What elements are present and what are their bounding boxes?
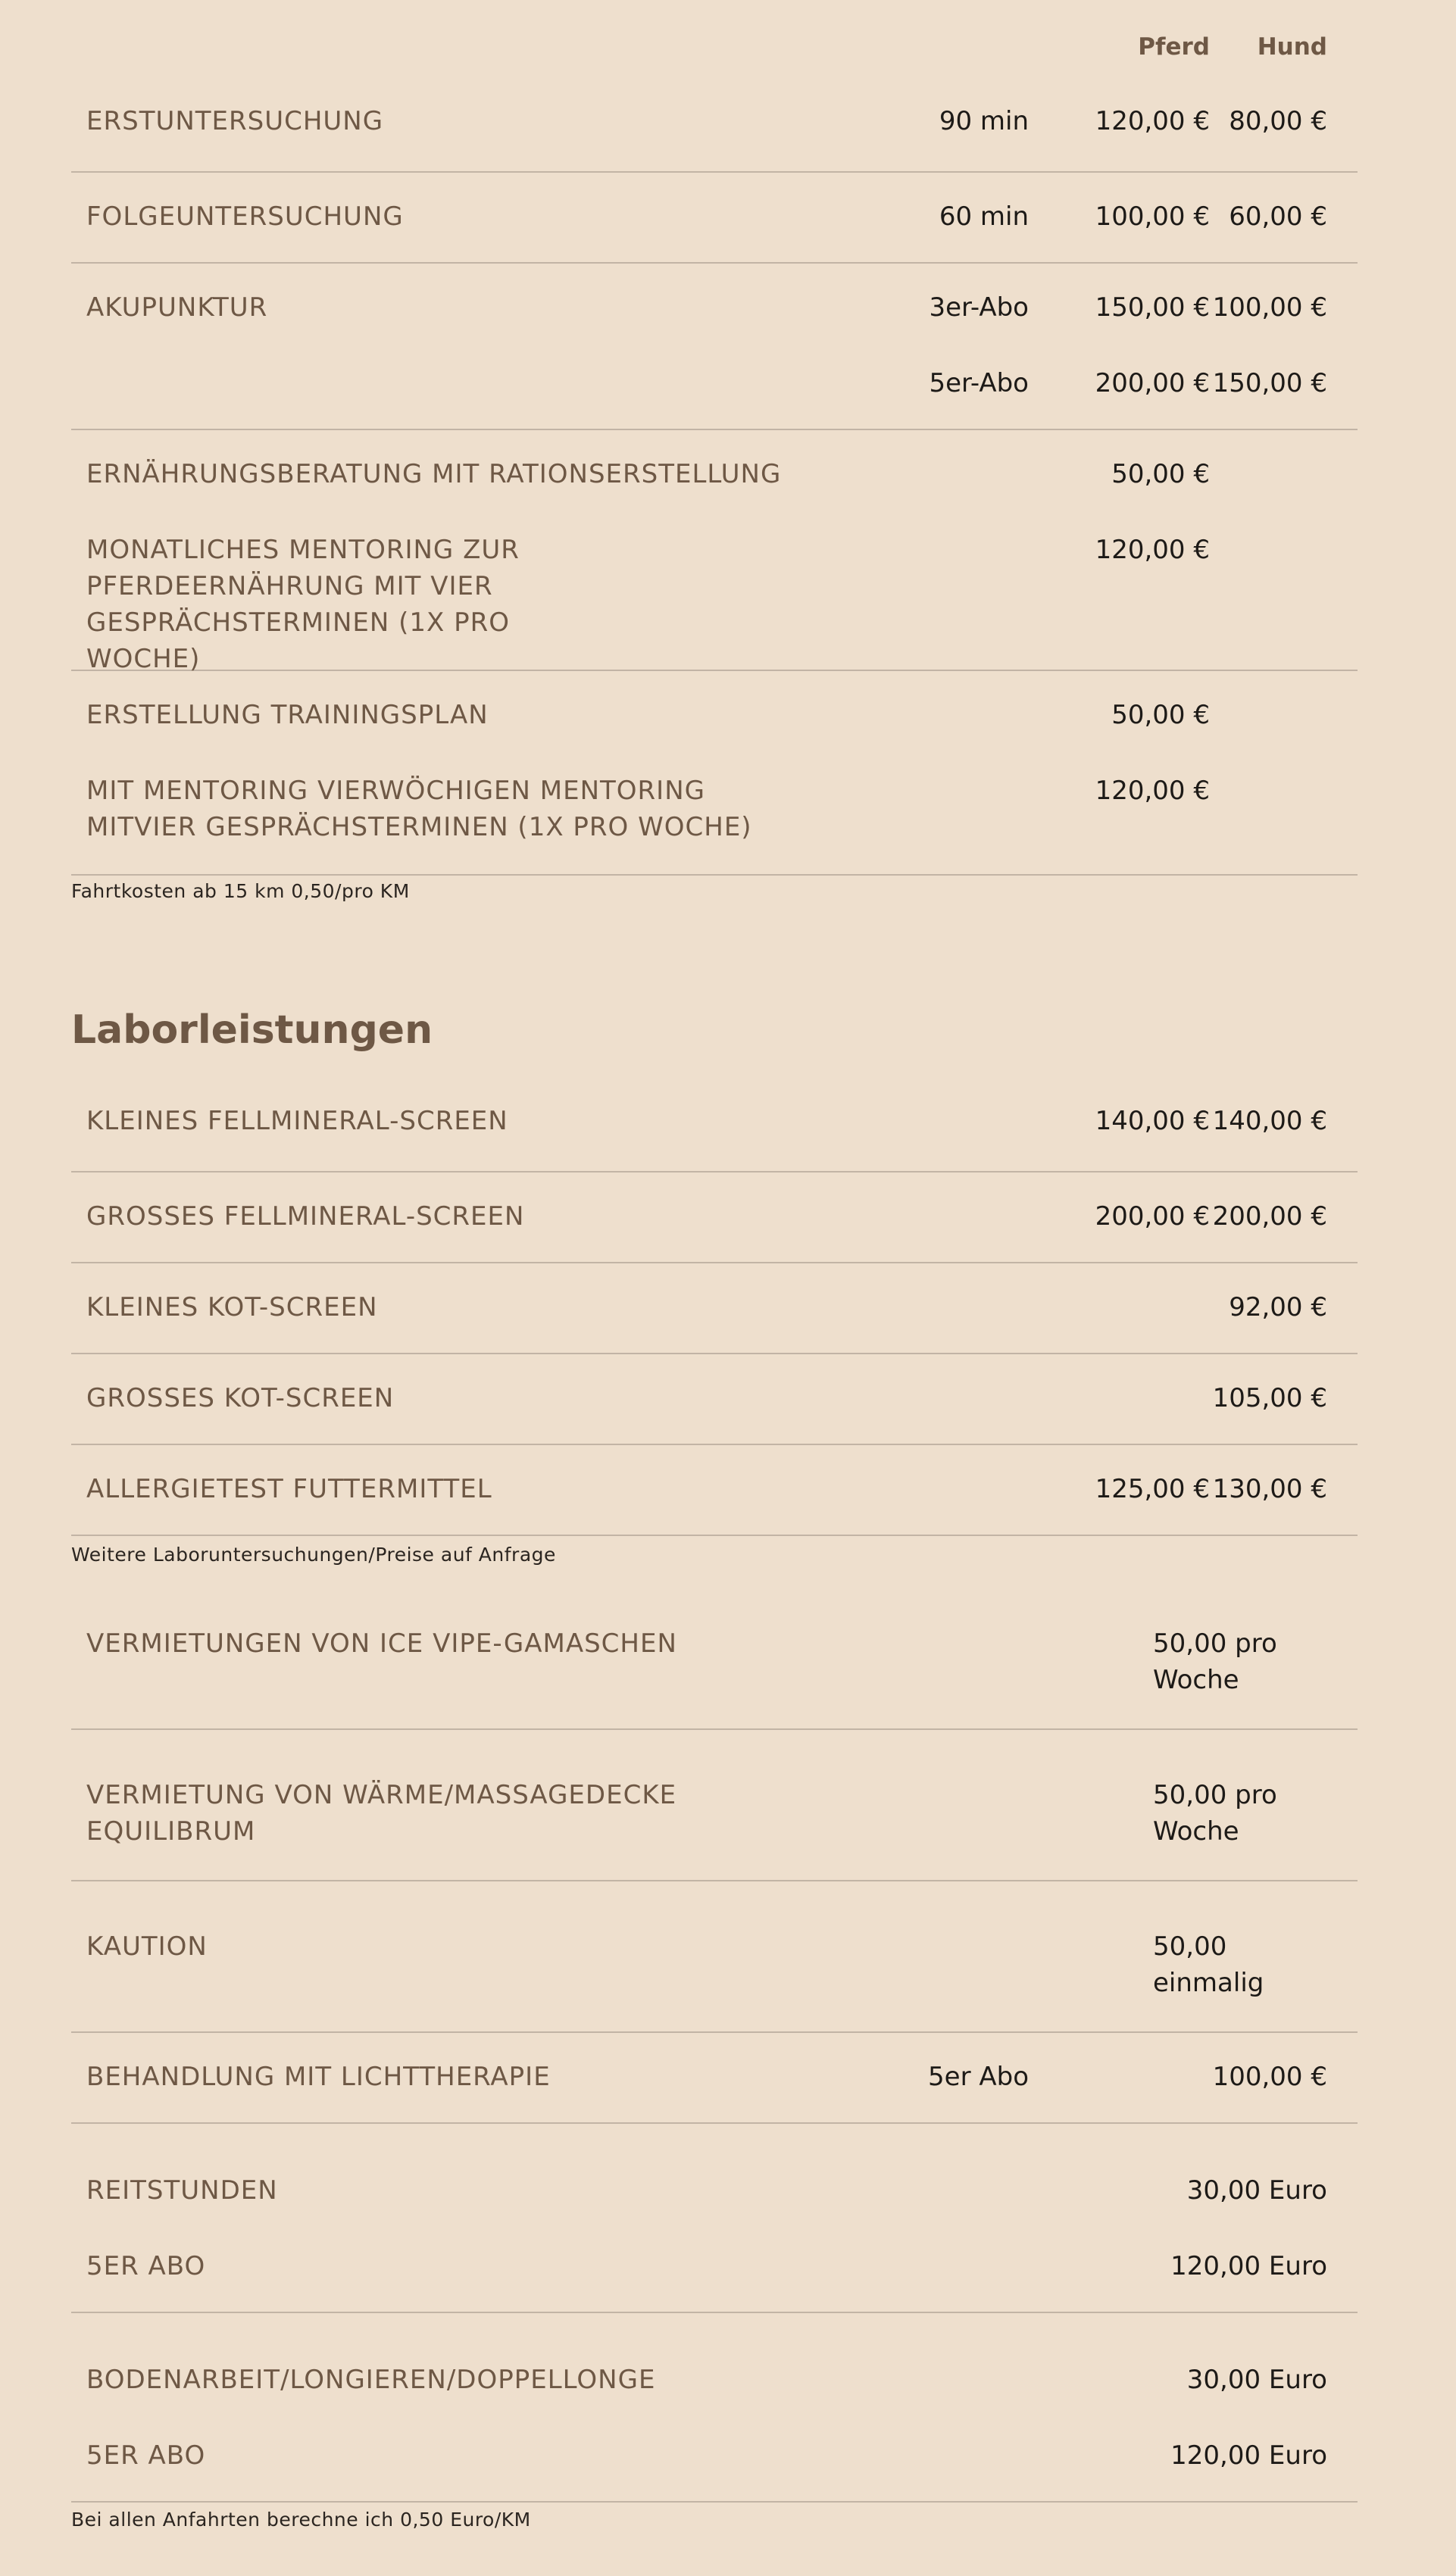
price-pferd: 140,00 €	[1095, 1106, 1210, 1136]
service-name: ERNÄHRUNGSBERATUNG MIT RATIONSERSTELLUNG	[86, 459, 782, 489]
service-name: ALLERGIETEST FUTTERMITTEL	[86, 1474, 492, 1504]
service-name: MIT MENTORING VIERWÖCHIGEN MENTORING MITVIER GESPRÄCHSTERMINEN (1X PRO WOCHE)	[86, 776, 752, 842]
travel-cost-note: Fahrtkosten ab 15 km 0,50/pro KM	[71, 880, 410, 902]
table-row	[71, 1079, 1358, 1172]
service-name: GROSSES KOT-SCREEN	[86, 1383, 395, 1413]
price-pferd: 120,00 €	[1095, 106, 1210, 136]
service-name: 5ER ABO	[86, 2440, 206, 2471]
duration: 5er-Abo	[929, 368, 1029, 398]
rental-price-table	[71, 1575, 1358, 2503]
price-hund: 80,00 €	[1229, 106, 1327, 136]
service-name: BODENARBEIT/LONGIEREN/DOPPELLONGE	[86, 2365, 656, 2395]
price-pferd: 100,00 €	[1095, 201, 1210, 232]
price-hund: 92,00 €	[1229, 1292, 1327, 1322]
duration: 60 min	[939, 201, 1029, 232]
table-row	[71, 2313, 1358, 2503]
service-name: MONATLICHES MENTORING ZUR PFERDEERNÄHRUNG MIT VIER GESPRÄCHSTERMINEN (1X PRO WOCHE)	[86, 535, 520, 674]
service-name: GROSSES FELLMINERAL-SCREEN	[86, 1201, 525, 1232]
column-header	[71, 0, 1358, 59]
price-hund: 130,00 €	[1212, 1474, 1327, 1504]
table-row	[71, 2033, 1358, 2124]
price: 120,00 Euro	[1170, 2251, 1327, 2281]
price-pferd: 200,00 €	[1095, 1201, 1210, 1232]
price-pferd: 120,00 €	[1095, 776, 1210, 806]
table-row	[71, 430, 1358, 674]
table-row	[71, 1263, 1358, 1354]
price-hund: 105,00 €	[1212, 1383, 1327, 1413]
price: 30,00 Euro	[1186, 2365, 1327, 2395]
table-row	[71, 1575, 1358, 1730]
table-row	[71, 671, 1358, 876]
section-title: Laborleistungen	[71, 1007, 433, 1053]
lab-price-table	[71, 1079, 1358, 1536]
service-name: KLEINES FELLMINERAL-SCREEN	[86, 1106, 508, 1136]
price-pferd: 125,00 €	[1095, 1474, 1210, 1504]
service-name: 5ER ABO	[86, 2251, 206, 2281]
table-row	[71, 59, 1358, 173]
price-hund: 150,00 €	[1212, 368, 1327, 398]
service-name: REITSTUNDEN	[86, 2175, 278, 2206]
travel-note: Bei allen Anfahrten berechne ich 0,50 Euro/KM	[71, 2509, 531, 2531]
service-name: KAUTION	[86, 1931, 208, 1962]
price: 30,00 Euro	[1186, 2175, 1327, 2206]
service-name: ERSTELLUNG TRAININGSPLAN	[86, 700, 489, 730]
price-hund: 100,00 €	[1212, 292, 1327, 323]
table-row	[71, 2124, 1358, 2313]
service-name: ERSTUNTERSUCHUNG	[86, 106, 384, 136]
price-pferd: 50,00 €	[1111, 459, 1210, 489]
table-row	[71, 1172, 1358, 1263]
table-row	[71, 264, 1358, 430]
price-pferd: 50,00 €	[1111, 700, 1210, 730]
service-name: VERMIETUNG VON WÄRME/MASSAGEDECKE EQUILIBRUM	[86, 1780, 677, 1847]
column-hund: Hund	[1257, 33, 1327, 61]
price: 100,00 €	[1212, 2062, 1327, 2092]
rental-price: 50,00 pro Woche	[1153, 1780, 1277, 1847]
lab-note: Weitere Laboruntersuchungen/Preise auf Anfrage	[71, 1544, 556, 1566]
column-pferd: Pferd	[1138, 33, 1210, 61]
duration: 3er-Abo	[929, 292, 1029, 323]
consultation-price-table	[71, 0, 1358, 876]
service-name: VERMIETUNGEN VON ICE VIPE-GAMASCHEN	[86, 1628, 677, 1659]
table-row	[71, 1445, 1358, 1536]
price-hund: 60,00 €	[1229, 201, 1327, 232]
price-pferd: 150,00 €	[1095, 292, 1210, 323]
table-row	[71, 173, 1358, 264]
table-row	[71, 1354, 1358, 1445]
service-name: BEHANDLUNG MIT LICHTTHERAPIE	[86, 2062, 551, 2092]
price-hund: 140,00 €	[1212, 1106, 1327, 1136]
table-row	[71, 1730, 1358, 1881]
price-hund: 200,00 €	[1212, 1201, 1327, 1232]
duration: 90 min	[939, 106, 1029, 136]
service-name: KLEINES KOT-SCREEN	[86, 1292, 378, 1322]
price: 120,00 Euro	[1170, 2440, 1327, 2471]
rental-price: 50,00 pro Woche	[1153, 1628, 1277, 1695]
table-row	[71, 1881, 1358, 2033]
price-pferd: 120,00 €	[1095, 535, 1210, 565]
price-pferd: 200,00 €	[1095, 368, 1210, 398]
service-name: AKUPUNKTUR	[86, 292, 268, 323]
service-name: FOLGEUNTERSUCHUNG	[86, 201, 404, 232]
rental-price: 50,00 einmalig	[1153, 1931, 1264, 1998]
duration: 5er Abo	[928, 2062, 1029, 2092]
